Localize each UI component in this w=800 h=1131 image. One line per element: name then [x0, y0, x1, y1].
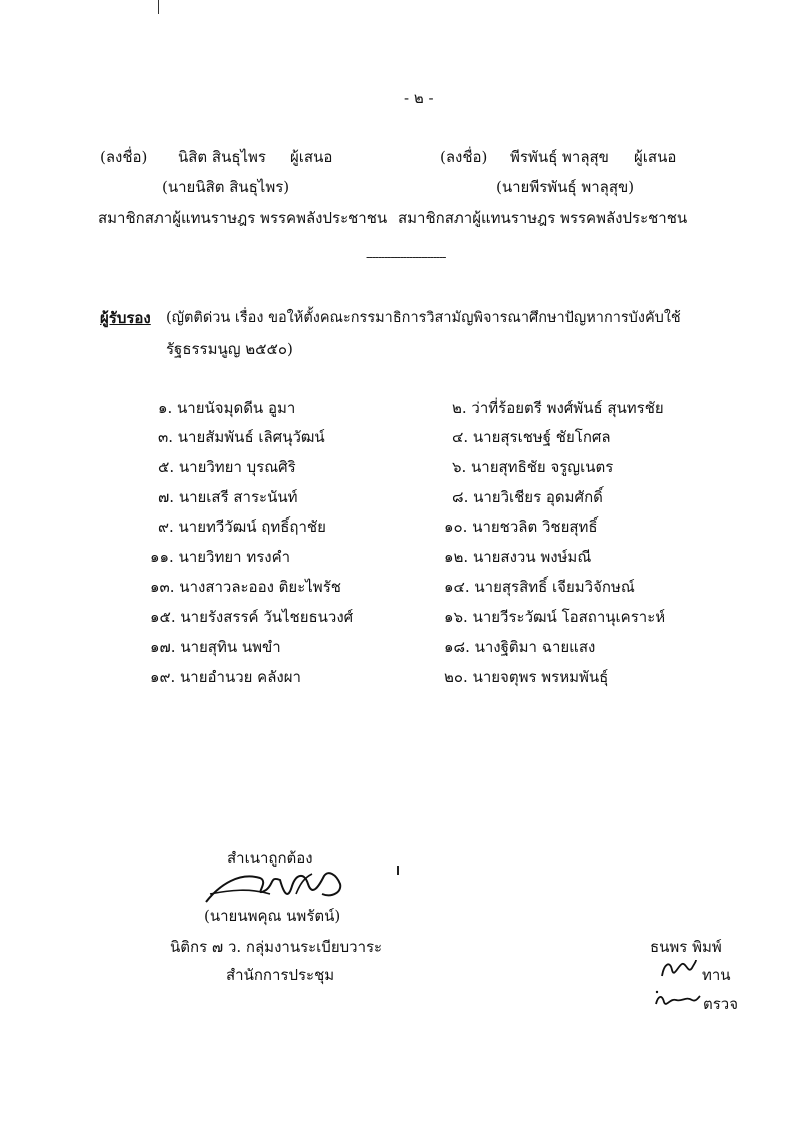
list-item: ๑๘. นางฐิติมา ฉายแสง [444, 638, 596, 656]
list-item: ๑๗. นายสุทิน นพขำ [150, 638, 281, 656]
list-item: ๖. นายสุทธิชัย จรูญเนตร [452, 458, 614, 476]
list-item: ๑๓. นางสาวละออง ติยะไพรัช [150, 578, 341, 596]
list-item: ๓. นายสัมพันธ์ เลิศนุวัฒน์ [158, 428, 325, 446]
list-item: ๑๐. นายชวลิต วิชยสุทธิ์ [444, 518, 598, 536]
sign-role: ผู้เสนอ [634, 148, 677, 166]
full-name: (นายพีรพันธุ์ พาลุสุข) [496, 178, 635, 196]
list-item: ๑. นายนัจมุดดีน อูมา [158, 399, 296, 417]
sign-role: ผู้เสนอ [290, 148, 333, 166]
endorsement-text-line2: รัฐธรรมนูญ ๒๕๕๐) [166, 340, 293, 358]
list-item: ๕. นายวิทยา บุรณศิริ [158, 458, 296, 476]
sign-prefix: (ลงชื่อ) [440, 148, 488, 166]
sign-name: นิสิต สินธุไพร [178, 148, 266, 166]
list-item: ๑๒. นายสงวน พงษ์มณี [444, 548, 592, 566]
list-item: ๑๖. นายวีระวัฒน์ โอสถานุเคราะห์ [444, 608, 666, 626]
divider: -------------------------- [366, 250, 446, 264]
position: สมาชิกสภาผู้แทนราษฎร พรรคพลังประชาชน [398, 209, 688, 227]
list-item: ๒๐. นายจตุพร พรหมพันธุ์ [444, 668, 609, 686]
list-item: ๗. นายเสรี สาระนันท์ [158, 488, 298, 506]
endorsement-label: ผู้รับรอง [100, 309, 151, 327]
typist-name: ธนพร พิมพ์ [650, 938, 722, 956]
list-item: ๘. นายวิเชียร อุดมศักดิ์ [452, 488, 603, 506]
checked-initials [652, 986, 702, 1012]
certifier-office: สำนักการประชุม [226, 966, 335, 984]
list-item: ๑๙. นายอำนวย คลังผา [150, 668, 301, 686]
page-number: - ๒ - [404, 89, 434, 107]
certification-heading: สำเนาถูกต้อง [227, 849, 313, 867]
proofread-label: ทาน [702, 966, 731, 984]
position: สมาชิกสภาผู้แทนราษฎร พรรคพลังประชาชน [98, 209, 388, 227]
list-item: ๑๕. นายรังสรรค์ วันไชยธนวงศ์ [150, 608, 354, 626]
full-name: (นายนิสิต สินธุไพร) [162, 178, 290, 196]
list-item: ๒. ว่าที่ร้อยตรี พงศ์พันธ์ สุนทรชัย [452, 399, 664, 417]
sign-prefix: (ลงชื่อ) [100, 148, 148, 166]
sign-name: พีรพันธุ์ พาลุสุข [510, 148, 609, 166]
list-item: ๔. นายสุรเชษฐ์ ชัยโกศล [452, 428, 611, 446]
checked-label: ตรวจ [703, 995, 739, 1013]
stray-mark [397, 866, 399, 875]
list-item: ๑๑. นายวิทยา ทรงคำ [150, 548, 291, 566]
certifier-name: (นายนพคุณ นพรัตน์) [204, 907, 341, 925]
endorsement-text-line1: (ญัตติด่วน เรื่อง ขอให้ตั้งคณะกรรมาธิการวิสามัญพิจารณาศึกษาปัญหาการบังคับใช้ [166, 310, 681, 326]
list-item: ๑๔. นายสุรสิทธิ์ เจียมวิจักษณ์ [444, 578, 635, 596]
top-margin-line [158, 0, 159, 14]
certifier-title: นิติกร ๗ ว. กลุ่มงานระเบียบวาระ [170, 938, 383, 956]
certifier-signature [200, 864, 360, 908]
proofread-initials [658, 956, 698, 982]
list-item: ๙. นายทวีวัฒน์ ฤทธิ์ฤาชัย [158, 518, 326, 536]
